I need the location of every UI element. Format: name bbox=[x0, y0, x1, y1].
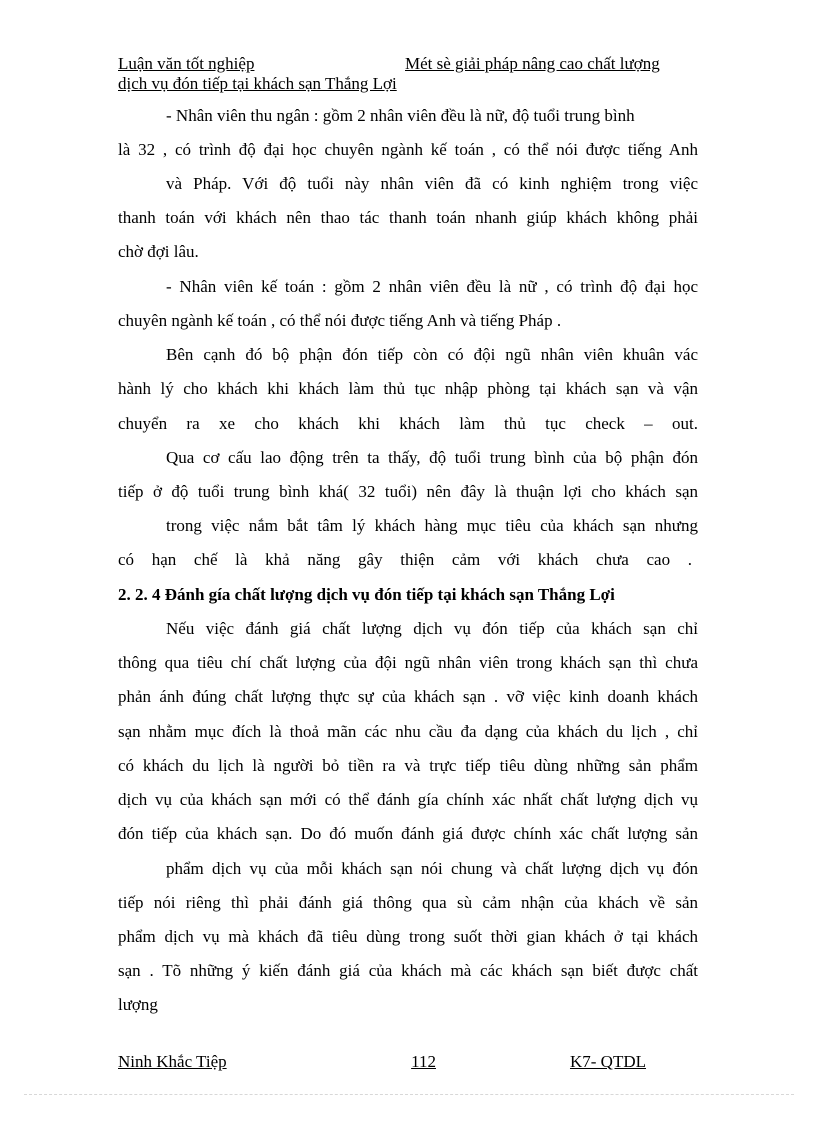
paragraph-line: - Nhân viên thu ngân : gồm 2 nhân viên đều là nữ, độ tuổi trung bình bbox=[166, 106, 635, 125]
paragraph-line: thông qua tiêu chí chất lượng của đội ngũ nhân viên trong khách sạn thì chưa bbox=[118, 653, 698, 672]
paragraph-line: lượng bbox=[118, 995, 158, 1014]
header-line2: dịch vụ đón tiếp tại khách sạn Thắng Lợi bbox=[118, 74, 397, 93]
footer-class: K7- QTDL bbox=[569, 1052, 646, 1071]
paragraph-line: dịch vụ của khách sạn mới có thể đánh gía chính xác nhất chất lượng dịch vụ bbox=[118, 790, 698, 809]
paragraph-line: đón tiếp của khách sạn. Do đó muốn đánh giá được chính xác chất lượng sản bbox=[118, 824, 698, 843]
paragraph-line: tiếp ở độ tuổi trung bình khá( 32 tuổi) nên đây là thuận lợi cho khách sạn bbox=[118, 482, 698, 501]
paragraph-line: tiếp nói riêng thì phải đánh giá thông qua sù cảm nhận của khách về sản bbox=[118, 893, 698, 912]
section-heading: 2. 2. 4 Đánh gía chất lượng dịch vụ đón tiếp tại khách sạn Thắng Lợi bbox=[118, 585, 615, 604]
paragraph-line: - Nhân viên kế toán : gồm 2 nhân viên đều là nữ , có trình độ đại học bbox=[166, 277, 698, 296]
paragraph-line: phẩm dịch vụ của mỗi khách sạn nói chung và chất lượng dịch vụ đón bbox=[166, 859, 698, 878]
header-right: Mét sè giải pháp nâng cao chất lượng bbox=[405, 54, 660, 73]
header-left: Luận văn tốt nghiệp bbox=[118, 54, 255, 73]
paragraph-line: hành lý cho khách khi khách làm thủ tục nhập phòng tại khách sạn và vận bbox=[118, 379, 698, 398]
paragraph-line: và Pháp. Với độ tuổi này nhân viên đã có kinh nghiệm trong việc bbox=[166, 174, 698, 193]
paragraph-line: sạn . Tõ những ý kiến đánh giá của khách mà các khách sạn biết được chất bbox=[118, 961, 698, 980]
paragraph-line: chuyên ngành kế toán , có thể nói được tiếng Anh và tiếng Pháp . bbox=[118, 311, 562, 330]
paragraph-line: Qua cơ cấu lao động trên ta thấy, độ tuổi trung bình của bộ phận đón bbox=[166, 448, 698, 467]
paragraph-line: Nếu việc đánh giá chất lượng dịch vụ đón tiếp của khách sạn chỉ bbox=[166, 619, 698, 638]
paragraph-line: chờ đợi lâu. bbox=[118, 242, 199, 261]
footer-author: Ninh Khắc Tiệp bbox=[118, 1052, 227, 1071]
paragraph-line: là 32 , có trình độ đại học chuyên ngành kế toán , có thể nói được tiếng Anh bbox=[118, 140, 698, 159]
paragraph-line: chuyển ra xe cho khách khi khách làm thủ tục check – out. bbox=[118, 414, 698, 433]
paragraph-line: phản ánh đúng chất lượng thực sự của khách sạn . vỡ việc kinh doanh khách bbox=[118, 687, 698, 706]
paragraph-line: thanh toán với khách nên thao tác thanh toán nhanh giúp khách không phải bbox=[118, 208, 698, 227]
paragraph-line: có hạn chế là khả năng gây thiện cảm với khách chưa cao . bbox=[118, 550, 692, 569]
paragraph-line: phẩm dịch vụ mà khách đã tiêu dùng trong suốt thời gian khách ở tại khách bbox=[118, 927, 698, 946]
paragraph-line: Bên cạnh đó bộ phận đón tiếp còn có đội ngũ nhân viên khuân vác bbox=[166, 345, 698, 364]
footer-page-number: 112 bbox=[411, 1052, 436, 1071]
page-bottom-divider bbox=[24, 1094, 794, 1095]
paragraph-line: sạn nhằm mục đích là thoả mãn các nhu cầu đa dạng của khách du lịch , chỉ bbox=[118, 722, 698, 741]
paragraph-line: có khách du lịch là người bỏ tiền ra và trực tiếp tiêu dùng những sản phẩm bbox=[118, 756, 698, 775]
paragraph-line: trong việc nắm bắt tâm lý khách hàng mục tiêu của khách sạn nhưng bbox=[166, 516, 698, 535]
